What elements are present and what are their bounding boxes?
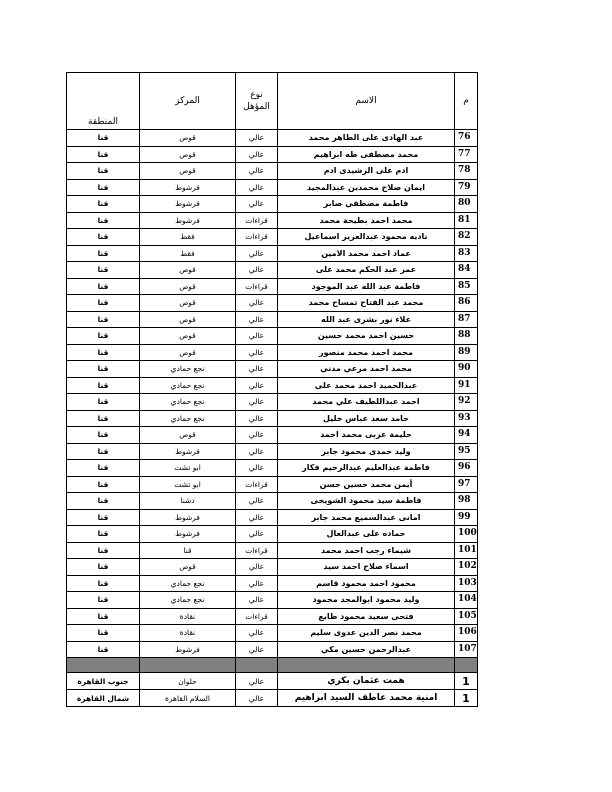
row-region: قنا	[67, 559, 140, 576]
separator-cell	[67, 658, 140, 673]
row-number: 1	[455, 673, 478, 690]
row-number: 86	[455, 295, 478, 312]
table-row	[67, 476, 478, 493]
row-region: جنوب القاهرة	[67, 673, 140, 690]
row-center: فقط	[140, 229, 236, 246]
row-center: قوص	[140, 559, 236, 576]
row-name: فاطمة عبد الله عبد الموجود	[278, 278, 455, 295]
table-row	[67, 542, 478, 559]
row-name: محمد احمد بطيحة محمد	[278, 212, 455, 229]
row-name: فاطمة سيد محمود الشويخى	[278, 493, 455, 510]
row-qualification: عالي	[236, 328, 278, 345]
row-region: قنا	[67, 542, 140, 559]
row-center: فقط	[140, 245, 236, 262]
row-name: وليد حمدى محمود جابر	[278, 443, 455, 460]
row-region: قنا	[67, 212, 140, 229]
separator-cell	[140, 658, 236, 673]
row-name: شيماء رجب احمد محمد	[278, 542, 455, 559]
table-row	[67, 526, 478, 543]
row-region: شمال القاهرة	[67, 690, 140, 707]
row-number: 94	[455, 427, 478, 444]
row-region: قنا	[67, 245, 140, 262]
row-name: ادم على الرشيدى ادم	[278, 163, 455, 180]
table-row	[67, 493, 478, 510]
row-name: محمود احمد محمود قاسم	[278, 575, 455, 592]
row-name: حامد سعد عباس خليل	[278, 410, 455, 427]
row-qualification: قراءات	[236, 212, 278, 229]
row-region: قنا	[67, 476, 140, 493]
row-qualification: عالي	[236, 526, 278, 543]
row-region: قنا	[67, 278, 140, 295]
row-region: قنا	[67, 410, 140, 427]
row-number: 104	[455, 592, 478, 609]
row-region: قنا	[67, 575, 140, 592]
row-center: نجع حمادي	[140, 410, 236, 427]
row-region: قنا	[67, 608, 140, 625]
row-center: قوص	[140, 328, 236, 345]
row-center: فرشوط	[140, 509, 236, 526]
row-center: نجع حمادي	[140, 575, 236, 592]
row-number: 105	[455, 608, 478, 625]
row-number: 97	[455, 476, 478, 493]
row-center: قوص	[140, 163, 236, 180]
row-number: 78	[455, 163, 478, 180]
row-name: ناديه محمود عبدالعزيز اسماعيل	[278, 229, 455, 246]
row-qualification: عالي	[236, 690, 278, 707]
row-region: قنا	[67, 311, 140, 328]
row-number: 101	[455, 542, 478, 559]
separator-cell	[455, 658, 478, 673]
row-number: 98	[455, 493, 478, 510]
row-qualification: عالي	[236, 179, 278, 196]
table-row	[67, 196, 478, 213]
table-row	[67, 673, 478, 690]
table-row	[67, 328, 478, 345]
row-number: 84	[455, 262, 478, 279]
row-number: 83	[455, 245, 478, 262]
row-center: السلام القاهرة	[140, 690, 236, 707]
row-region: قنا	[67, 163, 140, 180]
row-qualification: عالي	[236, 245, 278, 262]
row-number: 107	[455, 641, 478, 658]
row-number: 102	[455, 559, 478, 576]
row-region: قنا	[67, 592, 140, 609]
row-center: فرشوط	[140, 179, 236, 196]
row-center: نجع حمادي	[140, 394, 236, 411]
candidates-table	[66, 72, 478, 707]
table-row	[67, 608, 478, 625]
row-qualification: عالي	[236, 295, 278, 312]
row-name: فاطمة مصطفي صابر	[278, 196, 455, 213]
table-row	[67, 361, 478, 378]
row-number: 100	[455, 526, 478, 543]
row-center: نجع حمادي	[140, 592, 236, 609]
row-number: 82	[455, 229, 478, 246]
row-qualification: عالي	[236, 163, 278, 180]
table-row	[67, 575, 478, 592]
table-row	[67, 344, 478, 361]
row-center: فرشوط	[140, 196, 236, 213]
row-center: قوص	[140, 311, 236, 328]
row-region: قنا	[67, 262, 140, 279]
row-qualification: عالي	[236, 427, 278, 444]
table-row	[67, 295, 478, 312]
row-number: 93	[455, 410, 478, 427]
row-number: 79	[455, 179, 478, 196]
row-qualification: عالي	[236, 130, 278, 147]
row-number: 87	[455, 311, 478, 328]
row-center: ابو تشت	[140, 460, 236, 477]
table-row	[67, 559, 478, 576]
row-region: قنا	[67, 328, 140, 345]
header-qualification: نوع المؤهل	[236, 73, 278, 130]
row-name: همت عثمان بكري	[278, 673, 455, 690]
table-row	[67, 394, 478, 411]
row-qualification: عالي	[236, 377, 278, 394]
row-center: فرشوط	[140, 212, 236, 229]
row-number: 80	[455, 196, 478, 213]
row-qualification: عالي	[236, 673, 278, 690]
table-row	[67, 311, 478, 328]
row-center: دشنا	[140, 493, 236, 510]
row-qualification: عالي	[236, 575, 278, 592]
row-region: قنا	[67, 196, 140, 213]
table-row	[67, 410, 478, 427]
row-name: حسين احمد محمد حسين	[278, 328, 455, 345]
row-qualification: عالي	[236, 443, 278, 460]
row-name: محمد احمد مرعي مدني	[278, 361, 455, 378]
row-qualification: قراءات	[236, 278, 278, 295]
row-center: فرشوط	[140, 443, 236, 460]
row-region: قنا	[67, 361, 140, 378]
row-region: قنا	[67, 509, 140, 526]
row-name: حليمة عربى محمد احمد	[278, 427, 455, 444]
table-row	[67, 212, 478, 229]
row-number: 95	[455, 443, 478, 460]
row-center: فرشوط	[140, 641, 236, 658]
row-region: قنا	[67, 130, 140, 147]
row-qualification: قراءات	[236, 476, 278, 493]
table-row	[67, 163, 478, 180]
row-number: 106	[455, 625, 478, 642]
row-name: امنية محمد عاطف السيد ابراهيم	[278, 690, 455, 707]
row-name: عبدالحميد احمد محمد على	[278, 377, 455, 394]
row-region: قنا	[67, 377, 140, 394]
row-qualification: قراءات	[236, 229, 278, 246]
row-name: محمد مصطفى طه ابراهيم	[278, 146, 455, 163]
table-row	[67, 130, 478, 147]
header-number: م	[455, 73, 478, 130]
row-region: قنا	[67, 179, 140, 196]
row-name: ايمان صلاح محمدين عبدالمجيد	[278, 179, 455, 196]
row-number: 1	[455, 690, 478, 707]
row-qualification: قراءات	[236, 608, 278, 625]
row-qualification: عالي	[236, 146, 278, 163]
header-row	[67, 73, 478, 130]
separator-cell	[236, 658, 278, 673]
row-number: 96	[455, 460, 478, 477]
row-center: قوص	[140, 278, 236, 295]
row-qualification: عالي	[236, 625, 278, 642]
header-region: المنطقة	[67, 73, 140, 130]
row-qualification: قراءات	[236, 542, 278, 559]
row-name: عبد الهادى على الطاهر محمد	[278, 130, 455, 147]
table-row	[67, 146, 478, 163]
row-center: حلوان	[140, 673, 236, 690]
row-qualification: عالي	[236, 344, 278, 361]
row-qualification: عالي	[236, 196, 278, 213]
row-name: علاء نور بشرى عبد الله	[278, 311, 455, 328]
row-name: أيمن محمد حسين حسن	[278, 476, 455, 493]
row-number: 81	[455, 212, 478, 229]
table-row	[67, 262, 478, 279]
row-region: قنا	[67, 146, 140, 163]
row-center: قوص	[140, 262, 236, 279]
table-row	[67, 278, 478, 295]
row-region: قنا	[67, 526, 140, 543]
table-row	[67, 229, 478, 246]
table-row	[67, 443, 478, 460]
row-qualification: عالي	[236, 410, 278, 427]
table-row	[67, 245, 478, 262]
row-number: 89	[455, 344, 478, 361]
row-center: فرشوط	[140, 526, 236, 543]
header-name: الاسم	[278, 73, 455, 130]
row-region: قنا	[67, 427, 140, 444]
row-name: احمد عبداللطيف علي محمد	[278, 394, 455, 411]
table-row	[67, 592, 478, 609]
row-qualification: عالي	[236, 460, 278, 477]
row-center: نجع حمادي	[140, 361, 236, 378]
row-center: قوص	[140, 146, 236, 163]
row-qualification: عالي	[236, 592, 278, 609]
row-qualification: عالي	[236, 311, 278, 328]
row-number: 85	[455, 278, 478, 295]
row-qualification: عالي	[236, 394, 278, 411]
row-center: نجع حمادي	[140, 377, 236, 394]
row-center: قوص	[140, 130, 236, 147]
row-number: 91	[455, 377, 478, 394]
row-name: عمر عبد الحكم محمد على	[278, 262, 455, 279]
row-number: 92	[455, 394, 478, 411]
row-qualification: عالي	[236, 262, 278, 279]
row-name: اسماء صلاح احمد سيد	[278, 559, 455, 576]
row-region: قنا	[67, 625, 140, 642]
row-number: 90	[455, 361, 478, 378]
row-region: قنا	[67, 443, 140, 460]
row-number: 76	[455, 130, 478, 147]
row-name: عماد احمد محمد الامين	[278, 245, 455, 262]
table-row	[67, 625, 478, 642]
header-center: المركز	[140, 73, 236, 130]
table-row	[67, 460, 478, 477]
row-name: حماده على عبدالعال	[278, 526, 455, 543]
row-qualification: عالي	[236, 509, 278, 526]
row-name: فاطمة عبدالعليم عبدالرحيم فكار	[278, 460, 455, 477]
row-region: قنا	[67, 295, 140, 312]
row-name: امانى عبدالسميع محمد جابر	[278, 509, 455, 526]
row-region: قنا	[67, 229, 140, 246]
row-number: 99	[455, 509, 478, 526]
row-center: قوص	[140, 427, 236, 444]
separator-row	[67, 658, 478, 673]
row-region: قنا	[67, 460, 140, 477]
row-qualification: عالي	[236, 493, 278, 510]
row-center: قوص	[140, 344, 236, 361]
row-center: قوص	[140, 295, 236, 312]
row-number: 77	[455, 146, 478, 163]
row-center: نقادة	[140, 608, 236, 625]
row-region: قنا	[67, 394, 140, 411]
row-center: نقادة	[140, 625, 236, 642]
table-row	[67, 509, 478, 526]
row-name: فتحى سعيد محمود طايع	[278, 608, 455, 625]
row-qualification: عالي	[236, 641, 278, 658]
table-row	[67, 179, 478, 196]
row-number: 103	[455, 575, 478, 592]
row-region: قنا	[67, 641, 140, 658]
row-center: ابو تشت	[140, 476, 236, 493]
row-region: قنا	[67, 344, 140, 361]
row-region: قنا	[67, 493, 140, 510]
row-name: محمد عبد الفتاح تمساح محمد	[278, 295, 455, 312]
table-row	[67, 377, 478, 394]
row-name: محمد احمد محمد منصور	[278, 344, 455, 361]
row-number: 88	[455, 328, 478, 345]
row-name: وليد محمود ابوالمجد محمود	[278, 592, 455, 609]
row-name: عبدالرحمن حسين مكي	[278, 641, 455, 658]
row-name: محمد نصر الدين عدوى سليم	[278, 625, 455, 642]
table-row	[67, 427, 478, 444]
separator-cell	[278, 658, 455, 673]
row-qualification: عالي	[236, 361, 278, 378]
table-row	[67, 641, 478, 658]
table-row	[67, 690, 478, 707]
row-center: قنا	[140, 542, 236, 559]
row-qualification: عالي	[236, 559, 278, 576]
